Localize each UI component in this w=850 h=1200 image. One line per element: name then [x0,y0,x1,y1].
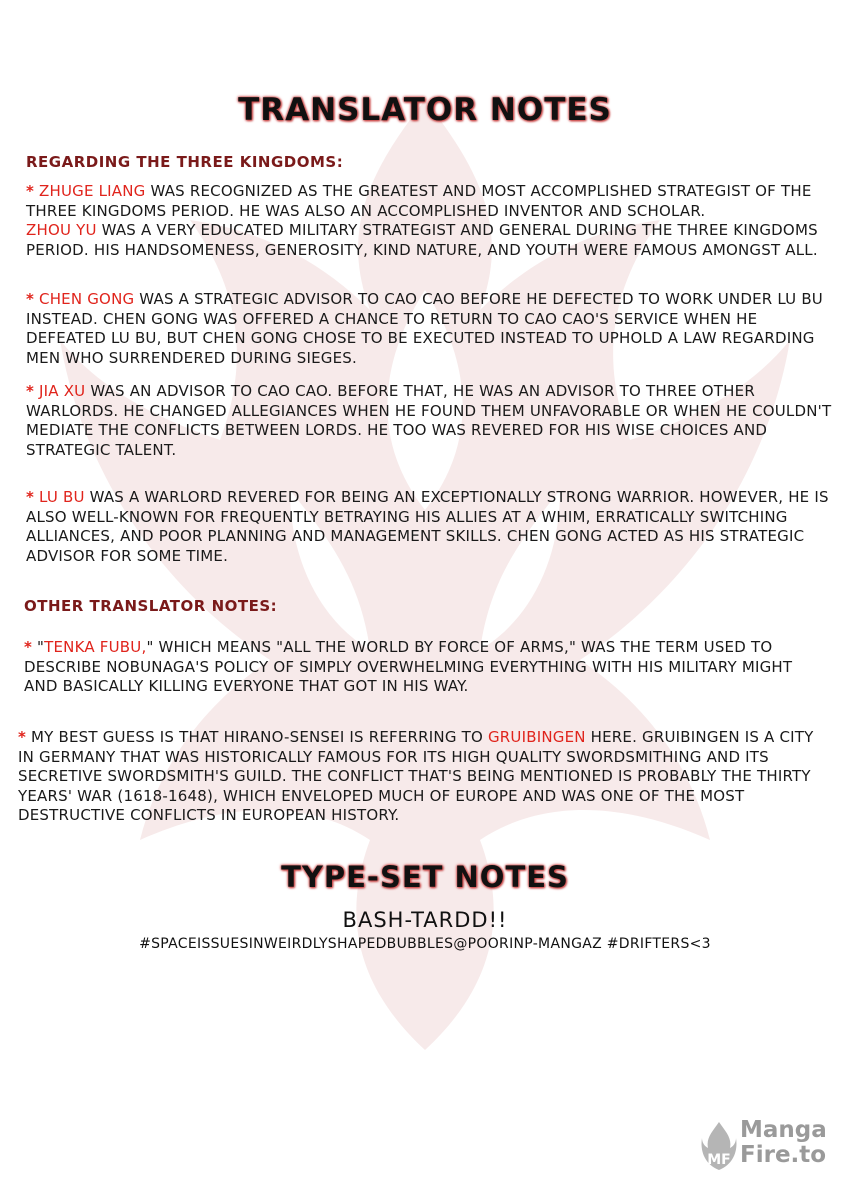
note-bullet: * [26,488,35,506]
page-title: TRANSLATOR NOTES [238,92,612,128]
note-bullet: * [26,182,35,200]
term-zhou-yu: ZHOU YU [26,221,97,239]
note-text: HERE. GRUIBINGEN IS A CITY IN GERMANY THAT WAS HISTORICALLY FAMOUS FOR ITS HIGH QUALITY SWORDSMITHING AND ITS SECRETIVE SWORDSMITH'S GUILD. THE CONFLICT THAT'S BEING MENTIONED IS PROBABLY THE THIRTY YEARS' WAR (1618-1648), WHICH ENVELOPED MUCH OF EUROPE AND WAS ONE OF THE MOST DESTRUCTIVE CONFLICTS IN EUROPEAN HISTORY. [18,728,814,824]
note-lu-bu [26,488,832,566]
svg-text:MF: MF [707,1152,731,1168]
note-bullet: * [24,638,33,656]
note-bullet: * [18,728,27,746]
note-text: WAS A VERY EDUCATED MILITARY STRATEGIST AND GENERAL DURING THE THREE KINGDOMS PERIOD. HIS HANDSOMENESS, GENEROSITY, KIND NATURE, AND YOUTH WERE FAMOUS AMONGST ALL. [26,221,818,259]
site-logo [700,1118,830,1174]
note-text: WAS AN ADVISOR TO CAO CAO. BEFORE THAT, HE WAS AN ADVISOR TO THREE OTHER WARLORDS. HE CHANGED ALLEGIANCES WHEN HE FOUND THEM UNFAVORABLE OR WHEN HE COULDN'T MEDIATE THE CONFLICTS BETWEEN LORDS. HE TOO WAS REVERED FOR HIS WISE CHOICES AND STRATEGIC TALENT. [26,382,832,459]
note-zhuge-zhou [26,182,832,260]
section-heading-other-notes: OTHER TRANSLATOR NOTES: [24,597,278,615]
flame-mf-icon [700,1120,738,1172]
note-bullet: * [26,382,35,400]
note-gruibingen [18,728,832,826]
note-text: WAS A STRATEGIC ADVISOR TO CAO CAO BEFORE HE DEFECTED TO WORK UNDER LU BU INSTEAD. CHEN GONG WAS OFFERED A CHANCE TO RETURN TO CAO CAO'S SERVICE WHEN HE DEFEATED LU BU, BUT CHEN GONG CHOSE TO BE EXECUTED INSTEAD TO UPHOLD A LAW REGARDING MEN WHO SURRENDERED DURING SIEGES. [26,290,823,367]
typeset-line-2: #SPACEISSUESINWEIRDLYSHAPEDBUBBLES@POORINP-MANGAZ #DRIFTERS<3 [139,936,711,952]
note-text: WAS RECOGNIZED AS THE GREATEST AND MOST ACCOMPLISHED STRATEGIST OF THE THREE KINGDOMS PERIOD. HE WAS ALSO AN ACCOMPLISHED INVENTOR AND SCHOLAR. [26,182,812,220]
note-chen-gong [26,290,832,368]
section-heading-three-kingdoms: REGARDING THE THREE KINGDOMS: [26,153,344,171]
typeset-title: TYPE-SET NOTES [281,860,569,894]
term-zhuge-liang: ZHUGE LIANG [39,182,146,200]
term-gruibingen: GRUIBINGEN [487,728,586,746]
note-tenka-fubu [24,638,830,697]
typeset-line-1: BASH-TARDD!! [342,908,508,932]
term-lu-bu: LU BU [39,488,85,506]
note-text: MY BEST GUESS IS THAT HIRANO-SENSEI IS REFERRING TO [26,728,488,746]
note-text: " WHICH MEANS "ALL THE WORLD BY FORCE OF ARMS," WAS THE TERM USED TO DESCRIBE NOBUNAGA'S POLICY OF SIMPLY OVERWHELMING EVERYTHING WITH HIS MILITARY MIGHT AND BASICALLY KILLING EVERYONE THAT GOT IN HIS WAY. [24,638,793,695]
note-text: " [32,638,45,656]
logo-line-1: Manga [740,1117,827,1143]
note-jia-xu [26,382,832,460]
logo-text [740,1118,827,1168]
term-tenka-fubu: TENKA FUBU, [44,638,147,656]
note-text: WAS A WARLORD REVERED FOR BEING AN EXCEPTIONALLY STRONG WARRIOR. HOWEVER, HE IS ALSO WELL-KNOWN FOR FREQUENTLY BETRAYING HIS ALLIES AT A WHIM, ERRATICALLY SWITCHING ALLIANCES, AND POOR PLANNING AND MANAGEMENT SKILLS. CHEN GONG ACTED AS HIS STRATEGIC ADVISOR FOR SOME TIME. [26,488,829,565]
note-bullet: * [26,290,35,308]
term-chen-gong: CHEN GONG [39,290,135,308]
term-jia-xu: JIA XU [39,382,86,400]
logo-line-2: Fire.to [740,1142,827,1168]
